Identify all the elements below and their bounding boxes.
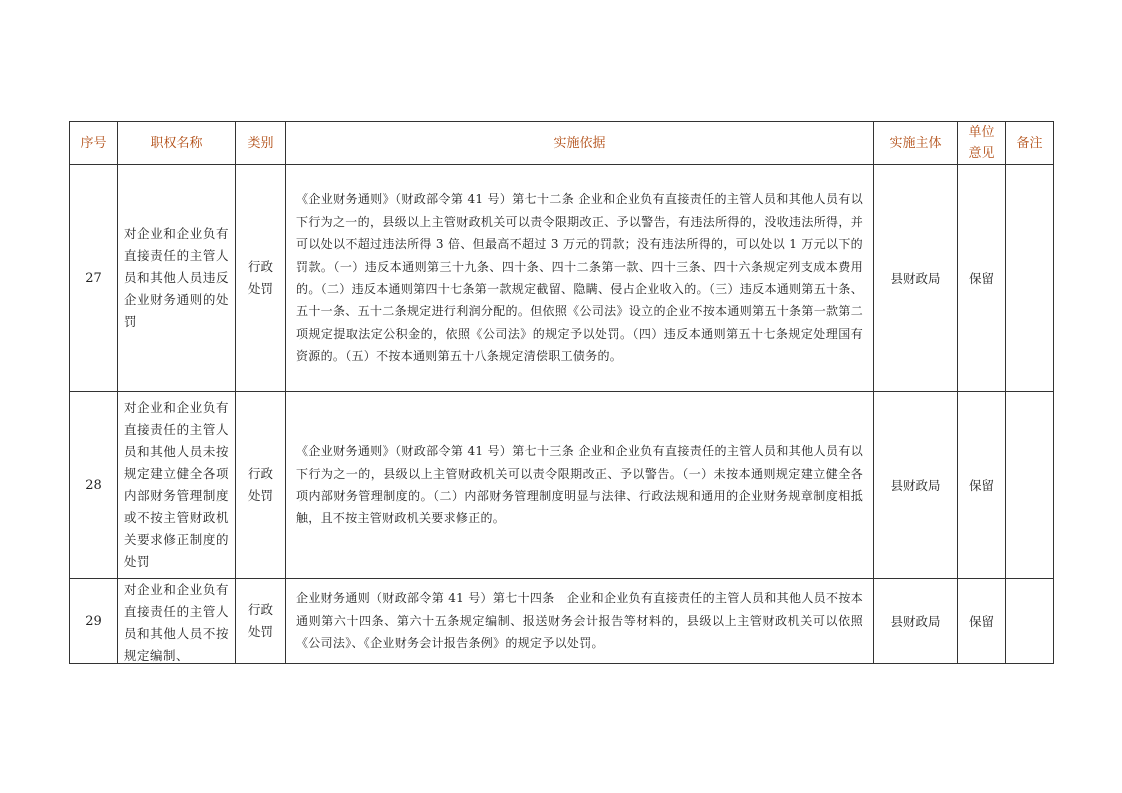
table-row [70, 579, 1054, 664]
header-remark: 备注 [1006, 122, 1054, 165]
header-subject: 实施主体 [874, 122, 958, 165]
row-remark [1006, 392, 1054, 579]
row-subject: 县财政局 [874, 392, 958, 579]
row-remark [1006, 165, 1054, 392]
row-name: 对企业和企业负有直接责任的主管人员和其他人员未按规定建立健全各项内部财务管理制度或不按主管财政机关要求修正制度的处罚 [118, 392, 236, 579]
row-category-label: 行政处罚 [247, 259, 273, 296]
row-subject: 县财政局 [874, 579, 958, 664]
table-row [70, 392, 1054, 579]
header-category: 类别 [236, 122, 286, 165]
row-opinion: 保留 [958, 392, 1006, 579]
row-seq: 29 [70, 579, 118, 664]
row-subject: 县财政局 [874, 165, 958, 392]
row-basis: 《企业财务通则》（财政部令第 41 号）第七十三条 企业和企业负有直接责任的主管人员和其他人员有以下行为之一的，县级以上主管财政机关可以责令限期改正、予以警告。（一）未按本通则规定建立健全各项内部财务管理制度的。（二）内部财务管理制度明显与法律、行政法规和通用的企业财务规章制度相抵触，且不按主管财政机关要求修正的。 [286, 392, 874, 579]
header-seq: 序号 [70, 122, 118, 165]
row-name: 对企业和企业负有直接责任的主管人员和其他人员违反企业财务通则的处罚 [118, 165, 236, 392]
row-opinion: 保留 [958, 165, 1006, 392]
header-opinion [958, 122, 1006, 165]
row-remark [1006, 579, 1054, 664]
row-seq: 27 [70, 165, 118, 392]
row-seq: 28 [70, 392, 118, 579]
duties-table [69, 121, 1054, 664]
header-row [70, 122, 1054, 165]
row-category [236, 392, 286, 579]
row-category [236, 579, 286, 664]
row-category [236, 165, 286, 392]
row-name [118, 579, 236, 664]
row-category-label: 行政处罚 [247, 466, 273, 503]
header-basis: 实施依据 [286, 122, 874, 165]
row-basis: 企业财务通则（财政部令第 41 号）第七十四条 企业和企业负有直接责任的主管人员和其他人员不按本通则第六十四条、第六十五条规定编制、报送财务会计报告等材料的，县级以上主管财政机关可以依照《公司法》、《企业财务会计报告条例》的规定予以处罚。 [286, 579, 874, 664]
row-opinion: 保留 [958, 579, 1006, 664]
header-opinion-label: 单位意见 [968, 125, 995, 161]
table-row [70, 165, 1054, 392]
header-name: 职权名称 [118, 122, 236, 165]
row-category-label: 行政处罚 [247, 602, 273, 639]
row-name-text: 对企业和企业负有直接责任的主管人员和其他人员不按规定编制、 [124, 582, 229, 663]
row-basis: 《企业财务通则》（财政部令第 41 号）第七十二条 企业和企业负有直接责任的主管人员和其他人员有以下行为之一的，县级以上主管财政机关可以责令限期改正、予以警告，有违法所得的，没收违法所得，并可以处以不超过违法所得 3 倍、但最高不超过 3 万元的罚款；没有违法所得的，可以处以 1 万元以下的罚款。（一）违反本通则第三十九条、四十条、四十二条第一款、四十三条、四十六条规定列支成本费用的。（二）违反本通则第四十七条第一款规定截留、隐瞒、侵占企业收入的。（三）违反本通则第五十条、五十一条、五十二条规定进行利润分配的。但依照《公司法》设立的企业不按本通则第五十条第一款第二项规定提取法定公积金的，依照《公司法》的规定予以处罚。（四）违反本通则第五十七条规定处理国有资源的。（五）不按本通则第五十八条规定清偿职工债务的。 [286, 165, 874, 392]
